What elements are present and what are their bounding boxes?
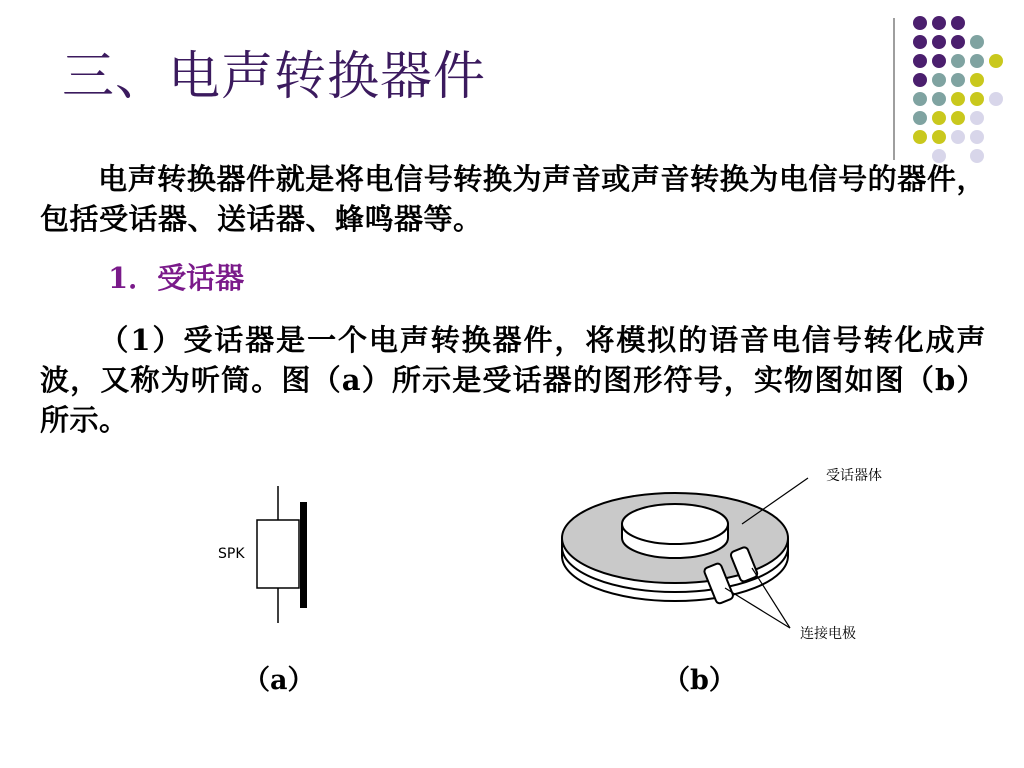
dot — [913, 130, 927, 144]
electrode-label: 连接电极 — [800, 626, 856, 642]
center-cylinder-top — [622, 504, 728, 544]
dot — [913, 73, 927, 87]
dot — [932, 54, 946, 68]
dot — [951, 73, 965, 87]
electrode-leader-line-1 — [725, 588, 790, 628]
dot — [932, 16, 946, 30]
dot — [932, 130, 946, 144]
dot — [951, 16, 965, 30]
dot — [913, 92, 927, 106]
intro-paragraph — [40, 159, 986, 239]
dot — [970, 35, 984, 49]
decorative-divider — [893, 18, 895, 160]
receiver-illustration — [550, 456, 910, 656]
dot — [932, 35, 946, 49]
symbol-diaphragm-bar — [300, 502, 307, 608]
figure-b-caption: （b） — [663, 665, 736, 696]
description-text: （1）受话器是一个电声转换器件，将模拟的语音电信号转化成声波，又称为听筒。图（a）所示是受话器的图形符号，实物图如图（b）所示。 — [40, 323, 986, 437]
dot — [970, 54, 984, 68]
slide-title: 三、电声转换器件 — [62, 47, 487, 107]
dot — [932, 92, 946, 106]
dot — [951, 111, 965, 125]
spk-label: SPK — [218, 546, 245, 562]
dot — [970, 111, 984, 125]
decorative-dot-grid — [905, 14, 1015, 164]
body-label: 受话器体 — [826, 468, 882, 484]
dot — [951, 130, 965, 144]
dot — [970, 92, 984, 106]
dot — [932, 111, 946, 125]
dot — [951, 35, 965, 49]
dot — [970, 73, 984, 87]
dot — [989, 54, 1003, 68]
dot — [913, 111, 927, 125]
dot — [913, 16, 927, 30]
description-paragraph — [40, 320, 986, 440]
intro-text: 电声转换器件就是将电信号转换为声音或声音转换为电信号的器件，包括受话器、送话器、蜂鸣器等。 — [40, 162, 986, 236]
section-heading: 1．受话器 — [108, 261, 245, 295]
dot — [932, 73, 946, 87]
dot — [951, 92, 965, 106]
dot — [970, 130, 984, 144]
speaker-symbol-diagram — [210, 478, 320, 628]
dot — [951, 54, 965, 68]
figure-a-caption: （a） — [243, 665, 315, 696]
dot — [913, 35, 927, 49]
dot — [913, 54, 927, 68]
symbol-coil-box — [257, 520, 299, 588]
dot — [989, 92, 1003, 106]
